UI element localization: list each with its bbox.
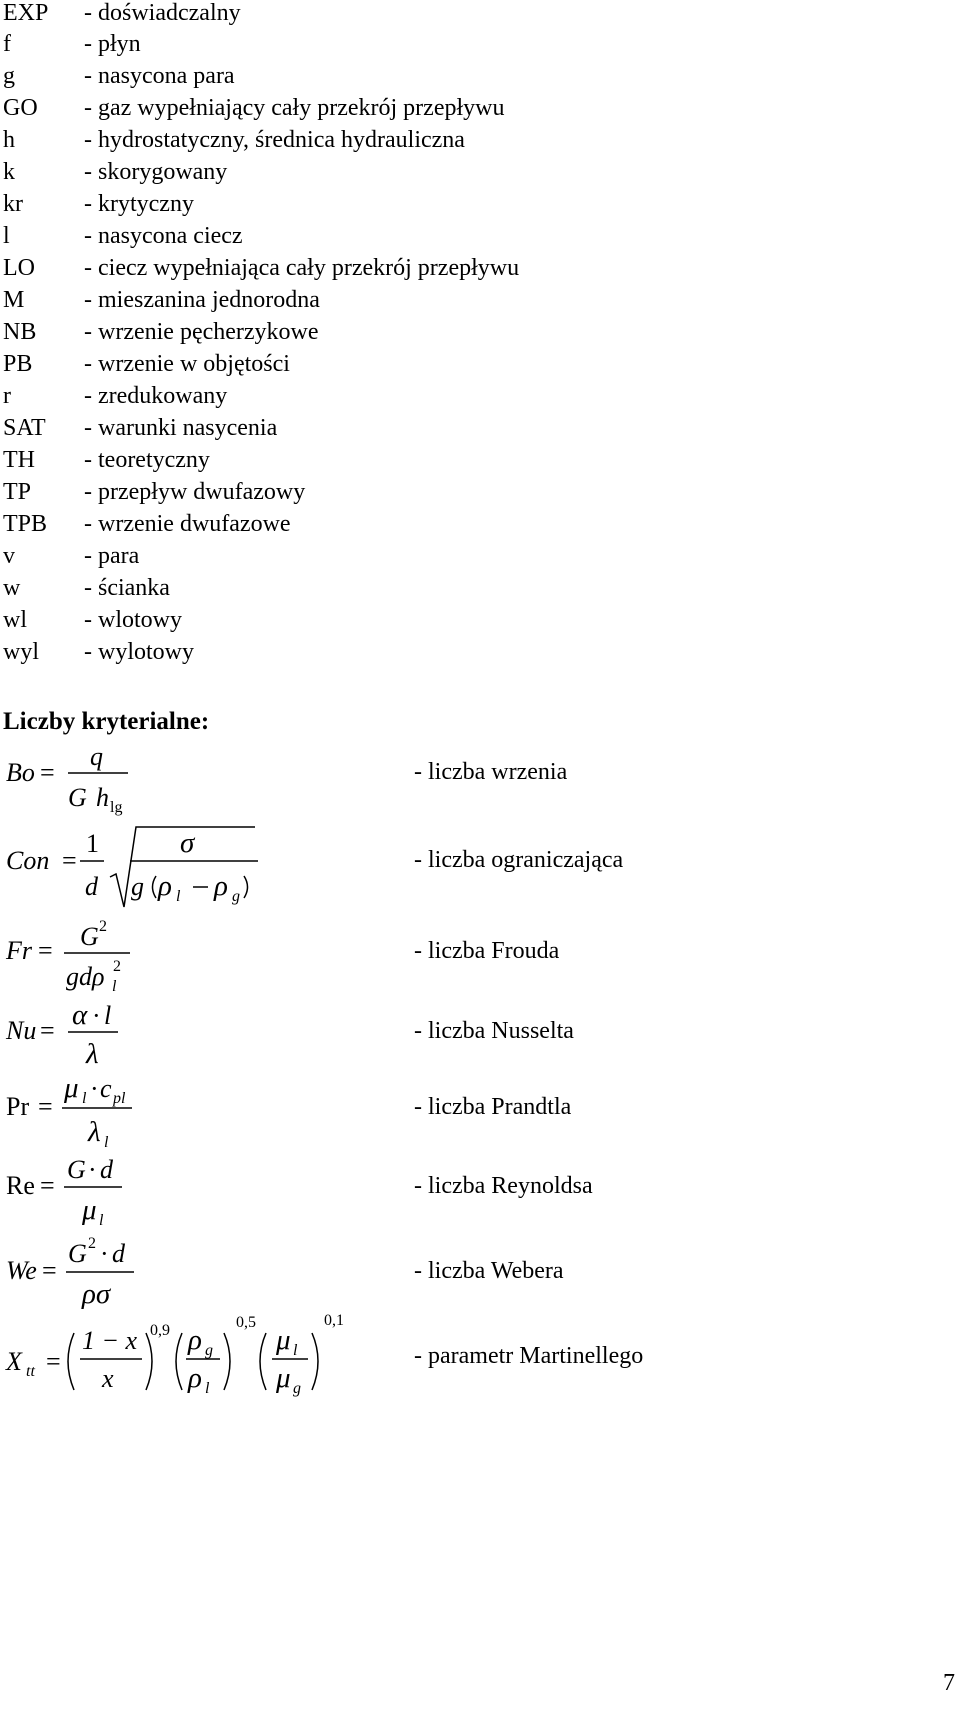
abbreviation-description: - gaz wypełniający cały przekrój przepływu — [84, 95, 505, 121]
lambda-symbol: λ — [88, 1116, 101, 1148]
abbreviation-description: - krytyczny — [84, 191, 194, 217]
fraction-numerator: 1 — [86, 829, 99, 858]
abbreviation-code: kr — [3, 191, 23, 217]
criterion-description: - liczba wrzenia — [414, 759, 568, 785]
abbreviation-code: l — [3, 223, 10, 249]
abbreviation-row — [0, 573, 700, 605]
equals-sign: = — [46, 1347, 61, 1376]
formula-symbol: X — [6, 1347, 22, 1376]
abbreviation-row — [0, 477, 700, 509]
abbreviation-description: - ciecz wypełniająca cały przekrój przepływu — [84, 255, 520, 281]
exponent: 0,9 — [150, 1322, 170, 1339]
abbreviation-code: TP — [3, 479, 32, 505]
abbreviation-row — [0, 317, 700, 349]
subscript: g — [205, 1342, 213, 1359]
equals-sign: = — [38, 1092, 53, 1121]
abbreviation-description: - wlotowy — [84, 607, 182, 633]
abbreviation-description: - warunki nasycenia — [84, 415, 278, 441]
abbreviation-code: wyl — [3, 639, 39, 665]
abbreviation-description: - wrzenie w objętości — [84, 351, 290, 377]
formula-symbol: Fr — [6, 936, 32, 965]
superscript: 2 — [88, 1235, 96, 1252]
subscript: l — [99, 1212, 104, 1229]
multiply-dot: · — [100, 1239, 109, 1268]
fraction-numerator: q — [90, 742, 103, 771]
abbreviation-code: SAT — [3, 415, 46, 441]
superscript: 2 — [99, 918, 107, 935]
formula-symbol: Pr — [6, 1092, 30, 1121]
abbreviation-description: - hydrostatyczny, średnica hydrauliczna — [84, 127, 465, 153]
multiply-dot: · — [90, 1074, 99, 1103]
abbreviation-description: - przepływ dwufazowy — [84, 479, 306, 505]
criterion-description: - parametr Martinellego — [414, 1343, 644, 1369]
criterion-description: - liczba Webera — [414, 1258, 564, 1284]
abbreviation-row — [0, 637, 700, 669]
nusselt-number-formula — [5, 999, 118, 1070]
formula-symbol: Bo — [6, 758, 35, 787]
abbreviation-row — [0, 445, 700, 477]
mu-symbol: μ — [276, 1324, 291, 1356]
formula-symbol: Con — [6, 846, 50, 875]
abbreviation-code: GO — [3, 95, 38, 121]
equals-sign: = — [42, 1256, 57, 1285]
abbreviation-code: g — [3, 63, 15, 89]
formula-symbol: We — [6, 1256, 37, 1285]
section-heading: Liczby kryterialne: — [3, 708, 210, 735]
subscript: l — [112, 978, 117, 995]
abbreviation-description: - zredukowany — [84, 383, 228, 409]
abbreviation-row — [0, 157, 700, 189]
abbreviation-description: - nasycona para — [84, 63, 235, 89]
mass-flux-symbol: G — [67, 1155, 86, 1184]
abbreviation-description: - doświadczalny — [84, 0, 241, 26]
criterion-description: - liczba Frouda — [414, 938, 560, 964]
abbreviation-code: PB — [3, 351, 33, 377]
abbreviation-code: k — [3, 159, 15, 185]
abbreviation-row — [0, 189, 700, 221]
diameter-symbol: d — [100, 1155, 113, 1184]
subscript: l — [293, 1342, 298, 1359]
fraction-numerator: G — [80, 922, 99, 951]
lambda-symbol: λ — [86, 1038, 99, 1070]
prandtl-number-formula — [6, 1072, 132, 1151]
open-paren — [153, 876, 157, 898]
abbreviation-code: v — [3, 543, 15, 569]
abbreviation-code: h — [3, 127, 15, 153]
abbreviation-row — [0, 61, 700, 93]
abbreviation-row — [0, 509, 700, 541]
equals-sign: = — [40, 758, 55, 787]
boiling-number-formula — [6, 742, 128, 816]
fraction-denominator: gdρ — [66, 962, 105, 991]
close-paren — [146, 1333, 152, 1390]
subscript: pl — [113, 1090, 126, 1107]
criterion-description: - liczba Reynoldsa — [414, 1173, 593, 1199]
fraction-denominator: h — [96, 783, 109, 812]
abbreviation-code: M — [3, 287, 25, 313]
abbreviation-code: f — [3, 31, 11, 57]
abbreviation-code: r — [3, 383, 11, 409]
abbreviation-description: - mieszanina jednorodna — [84, 287, 320, 313]
abbreviation-row — [0, 93, 700, 125]
abbreviation-row — [0, 285, 700, 317]
abbreviation-description: - ścianka — [84, 575, 170, 601]
open-paren — [260, 1333, 266, 1390]
subscript: tt — [26, 1363, 35, 1380]
abbreviation-row — [0, 253, 700, 285]
abbreviation-description: - teoretyczny — [84, 447, 210, 473]
close-paren — [224, 1333, 230, 1390]
abbreviation-code: w — [3, 575, 21, 601]
length-symbol: l — [104, 1001, 112, 1030]
alpha-symbol: α — [72, 999, 88, 1031]
superscript: 2 — [113, 958, 121, 975]
subscript: l — [104, 1134, 109, 1151]
fraction-denominator: d — [85, 872, 98, 901]
multiply-dot: · — [92, 1001, 101, 1030]
martinelli-parameter-formula — [5, 1312, 344, 1397]
abbreviation-description: - płyn — [84, 31, 141, 57]
abbreviation-description: - skorygowany — [84, 159, 228, 185]
criterion-description: - liczba ograniczająca — [414, 847, 624, 873]
diameter-symbol: d — [112, 1239, 125, 1268]
equals-sign: = — [62, 846, 77, 875]
subscript: l — [205, 1380, 210, 1397]
denominator-g: g — [131, 872, 144, 901]
weber-number-formula — [6, 1235, 134, 1310]
abbreviation-row — [0, 413, 700, 445]
exponent: 0,5 — [236, 1314, 256, 1331]
formula-symbol: Re — [6, 1171, 35, 1200]
subscript: l — [82, 1090, 87, 1107]
abbreviation-row — [0, 349, 700, 381]
abbreviation-code: NB — [3, 319, 37, 345]
fraction-numerator: σ — [180, 827, 195, 859]
abbreviation-row — [0, 605, 700, 637]
open-paren — [68, 1333, 74, 1390]
abbreviation-code: EXP — [3, 0, 49, 26]
close-paren — [312, 1333, 318, 1390]
mu-symbol: μ — [64, 1072, 79, 1104]
abbreviation-description: - wylotowy — [84, 639, 194, 665]
rho-symbol: ρ — [188, 1324, 202, 1356]
abbreviation-description: - nasycona ciecz — [84, 223, 243, 249]
open-paren — [176, 1333, 182, 1390]
fraction-denominator: ρσ — [82, 1278, 111, 1310]
criteria-formulas — [0, 735, 720, 1415]
multiply-dot: · — [88, 1155, 97, 1184]
fraction-denominator: x — [102, 1364, 114, 1393]
mass-flux-symbol: G — [68, 1239, 87, 1268]
fraction-numerator: 1 − x — [82, 1326, 138, 1355]
abbreviation-code: TH — [3, 447, 35, 473]
abbreviation-description: - wrzenie dwufazowe — [84, 511, 291, 537]
equals-sign: = — [40, 1171, 55, 1200]
abbreviation-row — [0, 541, 700, 573]
abbreviation-row — [0, 0, 700, 30]
criterion-description: - liczba Prandtla — [414, 1094, 572, 1120]
froude-number-formula — [5, 918, 130, 995]
page-number: 7 — [943, 1670, 955, 1696]
rho-symbol: ρ — [188, 1362, 202, 1394]
formula-symbol: Nu — [6, 1016, 37, 1045]
exponent: 0,1 — [324, 1312, 344, 1329]
confinement-number-formula — [6, 827, 258, 907]
abbreviation-description: - para — [84, 543, 140, 569]
abbreviation-row — [0, 381, 700, 413]
equals-sign: = — [40, 1016, 55, 1045]
subscript: g — [232, 888, 240, 905]
rho-symbol: ρ — [214, 870, 228, 902]
abbreviation-code: LO — [3, 255, 35, 281]
mu-symbol: μ — [276, 1362, 291, 1394]
subscript: l — [176, 888, 181, 905]
abbreviation-code: TPB — [3, 511, 48, 537]
fraction-denominator: G — [68, 783, 87, 812]
mu-symbol: μ — [82, 1194, 97, 1226]
rho-symbol: ρ — [158, 870, 172, 902]
criterion-description: - liczba Nusselta — [414, 1018, 574, 1044]
subscript: lg — [110, 799, 123, 816]
abbreviation-code: wl — [3, 607, 27, 633]
equals-sign: = — [38, 936, 53, 965]
reynolds-number-formula — [6, 1155, 122, 1229]
subscript: g — [293, 1380, 301, 1397]
abbreviation-row — [0, 221, 700, 253]
abbreviation-row — [0, 125, 700, 157]
abbreviation-row — [0, 29, 700, 61]
heat-capacity-symbol: c — [100, 1074, 112, 1103]
abbreviation-description: - wrzenie pęcherzykowe — [84, 319, 319, 345]
close-paren — [244, 876, 248, 898]
